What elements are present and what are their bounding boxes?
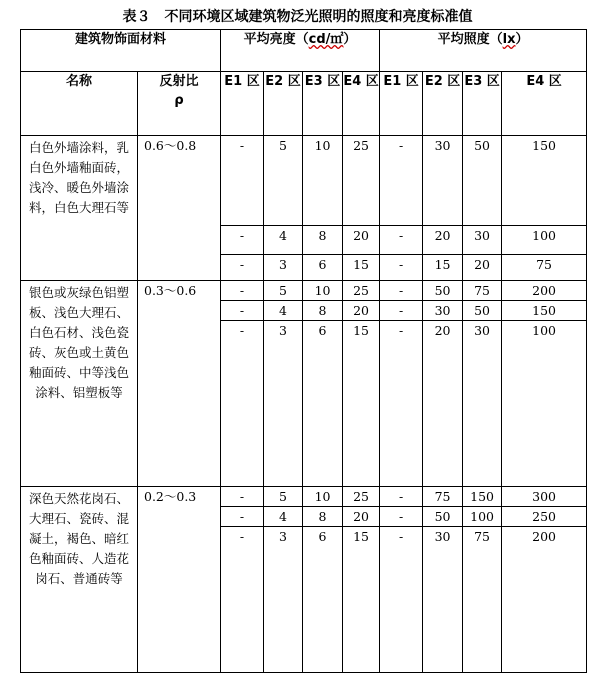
illum-value-cell: 250 (502, 507, 587, 527)
illum-value-cell: 75 (463, 527, 502, 673)
lum-value-cell: 25 (343, 136, 380, 226)
table-row (21, 487, 587, 507)
illum-value-cell: - (380, 136, 423, 226)
lum-value-cell: - (221, 301, 264, 321)
reflectance-header: 反射比 ρ (138, 72, 221, 136)
lum-value-cell: 8 (303, 301, 343, 321)
lum-value-cell: 4 (264, 226, 303, 255)
material-name-cell: 白色外墙涂料，乳白色外墙釉面砖，浅冷、暖色外墙涂料，白色大理石等 (21, 136, 138, 281)
material-name-cell: 深色天然花岗石、大理石、瓷砖、混凝土，褐色、暗红色釉面砖、人造花岗石、普通砖等 (21, 487, 138, 673)
lum-value-cell: 10 (303, 487, 343, 507)
lum-value-cell: 5 (264, 281, 303, 301)
illum-value-cell: 20 (423, 321, 463, 487)
illum-value-cell: 100 (502, 226, 587, 255)
illum-value-cell: 200 (502, 281, 587, 301)
lum-value-cell: 3 (264, 255, 303, 281)
zone-header-illum-e4: E4 区 (502, 72, 587, 136)
lum-value-cell: 3 (264, 527, 303, 673)
illum-value-cell: 30 (423, 301, 463, 321)
zone-header-lum-e1: E1 区 (221, 72, 264, 136)
illum-value-cell: - (380, 255, 423, 281)
illum-value-cell: 20 (463, 255, 502, 281)
lum-value-cell: - (221, 281, 264, 301)
lum-value-cell: 4 (264, 507, 303, 527)
standards-table (20, 29, 587, 673)
illum-value-cell: 30 (463, 321, 502, 487)
illum-value-cell: - (380, 527, 423, 673)
lum-value-cell: 5 (264, 487, 303, 507)
lum-value-cell: - (221, 226, 264, 255)
lum-value-cell: - (221, 321, 264, 487)
illum-value-cell: 30 (423, 136, 463, 226)
zone-header-lum-e4: E4 区 (343, 72, 380, 136)
header-row-1 (21, 30, 587, 72)
lum-value-cell: 25 (343, 487, 380, 507)
lum-value-cell: 8 (303, 226, 343, 255)
lum-value-cell: - (221, 136, 264, 226)
lum-value-cell: 4 (264, 301, 303, 321)
illum-value-cell: - (380, 321, 423, 487)
lum-value-cell: 25 (343, 281, 380, 301)
illum-value-cell: 50 (423, 281, 463, 301)
lum-value-cell: - (221, 255, 264, 281)
illum-value-cell: 100 (502, 321, 587, 487)
illum-value-cell: 150 (502, 301, 587, 321)
illum-value-cell: - (380, 487, 423, 507)
illum-value-cell: 75 (502, 255, 587, 281)
lum-value-cell: 20 (343, 301, 380, 321)
illum-value-cell: 150 (502, 136, 587, 226)
material-name-cell: 银色或灰绿色铝塑板、浅色大理石、白色石材、浅色瓷砖、灰色或土黄色釉面砖、中等浅色涂料、铝塑板等 (21, 281, 138, 487)
table-row (21, 136, 587, 226)
zone-header-illum-e1: E1 区 (380, 72, 423, 136)
luminance-group-header: 平均亮度（cd/㎡） (221, 30, 380, 72)
lum-value-cell: 6 (303, 527, 343, 673)
illum-value-cell: - (380, 301, 423, 321)
illum-value-cell: - (380, 281, 423, 301)
reflectance-cell: 0.2～0.3 (138, 487, 221, 673)
lum-value-cell: 6 (303, 321, 343, 487)
illum-value-cell: 50 (463, 301, 502, 321)
illum-value-cell: 200 (502, 527, 587, 673)
lum-value-cell: 6 (303, 255, 343, 281)
header-row-2 (21, 72, 587, 136)
lum-value-cell: 3 (264, 321, 303, 487)
illum-value-cell: 30 (463, 226, 502, 255)
lum-value-cell: 10 (303, 136, 343, 226)
lum-value-cell: 15 (343, 255, 380, 281)
table-title: 表３ 不同环境区域建筑物泛光照明的照度和亮度标准值 (122, 9, 473, 25)
zone-header-illum-e2: E2 区 (423, 72, 463, 136)
lum-value-cell: 8 (303, 507, 343, 527)
illum-value-cell: 75 (423, 487, 463, 507)
lum-value-cell: 20 (343, 507, 380, 527)
name-header: 名称 (21, 72, 138, 136)
reflectance-cell: 0.3～0.6 (138, 281, 221, 487)
table-row (21, 281, 587, 301)
reflectance-cell: 0.6～0.8 (138, 136, 221, 281)
lum-value-cell: 20 (343, 226, 380, 255)
illum-value-cell: - (380, 226, 423, 255)
illum-value-cell: 30 (423, 527, 463, 673)
lum-value-cell: - (221, 507, 264, 527)
lum-value-cell: - (221, 487, 264, 507)
lum-value-cell: 15 (343, 527, 380, 673)
illum-value-cell: 20 (423, 226, 463, 255)
lum-value-cell: - (221, 527, 264, 673)
lum-value-cell: 15 (343, 321, 380, 487)
illum-value-cell: 50 (463, 136, 502, 226)
lum-value-cell: 10 (303, 281, 343, 301)
lum-value-cell: 5 (264, 136, 303, 226)
illum-value-cell: 50 (423, 507, 463, 527)
zone-header-lum-e2: E2 区 (264, 72, 303, 136)
illum-value-cell: 75 (463, 281, 502, 301)
zone-header-lum-e3: E3 区 (303, 72, 343, 136)
illum-value-cell: 300 (502, 487, 587, 507)
illum-value-cell: - (380, 507, 423, 527)
material-group-header: 建筑物饰面材料 (21, 30, 221, 72)
illum-value-cell: 150 (463, 487, 502, 507)
illuminance-group-header: 平均照度（lx） (380, 30, 587, 72)
illum-value-cell: 100 (463, 507, 502, 527)
zone-header-illum-e3: E3 区 (463, 72, 502, 136)
illum-value-cell: 15 (423, 255, 463, 281)
